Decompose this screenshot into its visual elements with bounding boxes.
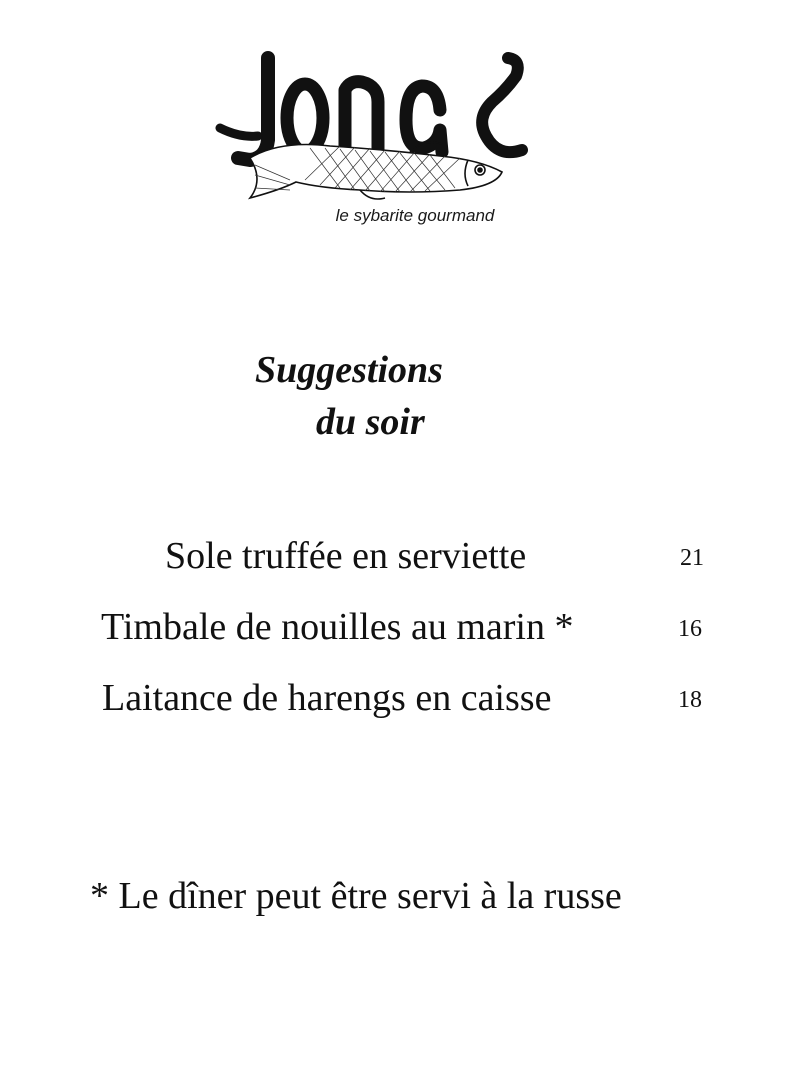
footnote: * Le dîner peut être servi à la russe <box>90 875 622 917</box>
fish-icon <box>210 40 540 210</box>
menu-item-name: Laitance de harengs en caisse <box>102 677 552 719</box>
logo <box>210 40 540 210</box>
menu-item-price: 16 <box>678 616 702 642</box>
menu-item-price: 18 <box>678 687 702 713</box>
menu-item-name: Sole truffée en serviette <box>165 535 527 577</box>
heading-line-1: Suggestions <box>255 349 443 391</box>
tagline: le sybarite gourmand <box>335 206 495 225</box>
heading-line-2: du soir <box>316 401 425 443</box>
menu-item-name: Timbale de nouilles au marin * <box>101 606 574 648</box>
menu-item-price: 21 <box>680 545 704 571</box>
